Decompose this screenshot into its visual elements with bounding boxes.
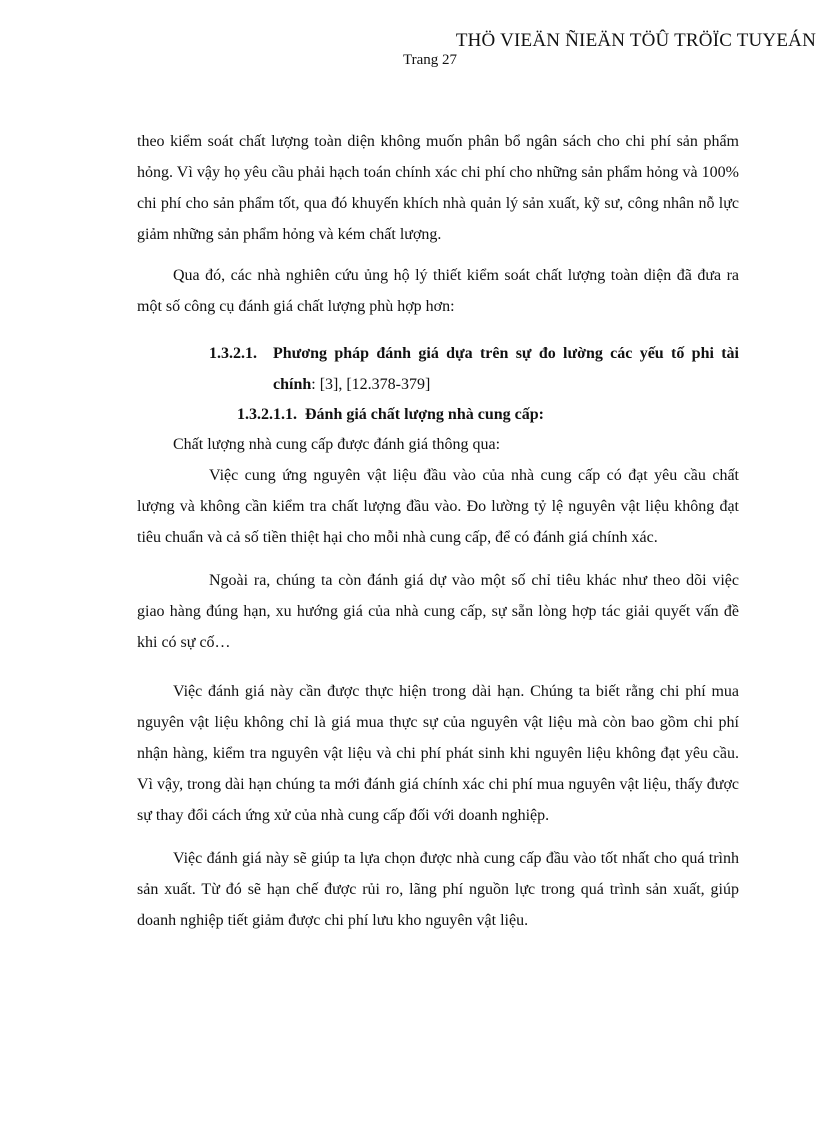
section-title-text: Phương pháp đánh giá dựa trên sự đo lường các yếu tố phi tài chính — [273, 345, 739, 393]
paragraph-5: Ngoài ra, chúng ta còn đánh giá dự vào một số chỉ tiêu khác như theo dõi việc giao hàng đúng hạn, xu hướng giá của nhà cung cấp, sự sẵn lòng hợp tác giải quyết vấn đề khi có sự cố… — [137, 572, 739, 651]
subsection-heading-1-3-2-1-1 — [137, 400, 739, 429]
section-number: 1.3.2.1. — [209, 345, 257, 362]
page-number: Trang 27 — [403, 52, 458, 68]
paragraph-1: theo kiểm soát chất lượng toàn diện không muốn phân bổ ngân sách cho chi phí sản phẩm hỏng. Vì vậy họ yêu cầu phải hạch toán chính xác chi phí cho những sản phẩm hỏng và 100% chi phí cho sản phẩm tốt, qua đó khuyến khích nhà quản lý sản xuất, kỹ sư, công nhân nỗ lực giảm những sản phẩm hỏng và kém chất lượng. — [137, 133, 739, 243]
subsection-number: 1.3.2.1.1. — [237, 406, 297, 423]
paragraph-7: Việc đánh giá này sẽ giúp ta lựa chọn được nhà cung cấp đầu vào tốt nhất cho quá trình sản xuất. Từ đó sẽ hạn chế được rủi ro, lãng phí nguồn lực trong quá trình sản xuất, giúp doanh nghiệp tiết giảm được chi phí lưu kho nguyên vật liệu. — [137, 850, 739, 929]
paragraph-3: Chất lượng nhà cung cấp được đánh giá thông qua: — [173, 436, 501, 453]
paragraph-2: Qua đó, các nhà nghiên cứu ủng hộ lý thiết kiểm soát chất lượng toàn diện đã đưa ra một số công cụ đánh giá chất lượng phù hợp hơn: — [137, 267, 739, 315]
header-title: THÖ VIEÄN ÑIEÄN TÖÛ TRÖÏC TUYEÁN — [455, 30, 816, 51]
section-heading-1-3-2-1 — [137, 338, 739, 400]
section-title — [273, 338, 739, 400]
document-body — [137, 126, 739, 936]
section-references: : [3], [12.378-379] — [311, 376, 431, 393]
subsection-title: Đánh giá chất lượng nhà cung cấp: — [305, 406, 544, 423]
paragraph-4: Việc cung ứng nguyên vật liệu đầu vào của nhà cung cấp có đạt yêu cầu chất lượng và không cần kiểm tra chất lượng đầu vào. Đo lường tỷ lệ nguyên vật liệu không đạt tiêu chuẩn và cả số tiền thiệt hại cho mỗi nhà cung cấp, để có đánh giá chính xác. — [137, 467, 739, 546]
paragraph-6: Việc đánh giá này cần được thực hiện trong dài hạn. Chúng ta biết rằng chi phí mua nguyên vật liệu không chỉ là giá mua thực sự của nguyên vật liệu mà còn bao gồm chi phí nhận hàng, kiểm tra nguyên vật liệu và chi phí phát sinh khi nguyên liệu không đạt yêu cầu. Vì vậy, trong dài hạn chúng ta mới đánh giá chính xác chi phí mua nguyên vật liệu, thấy được sự thay đổi cách ứng xử của nhà cung cấp đối với doanh nghiệp. — [137, 683, 739, 824]
